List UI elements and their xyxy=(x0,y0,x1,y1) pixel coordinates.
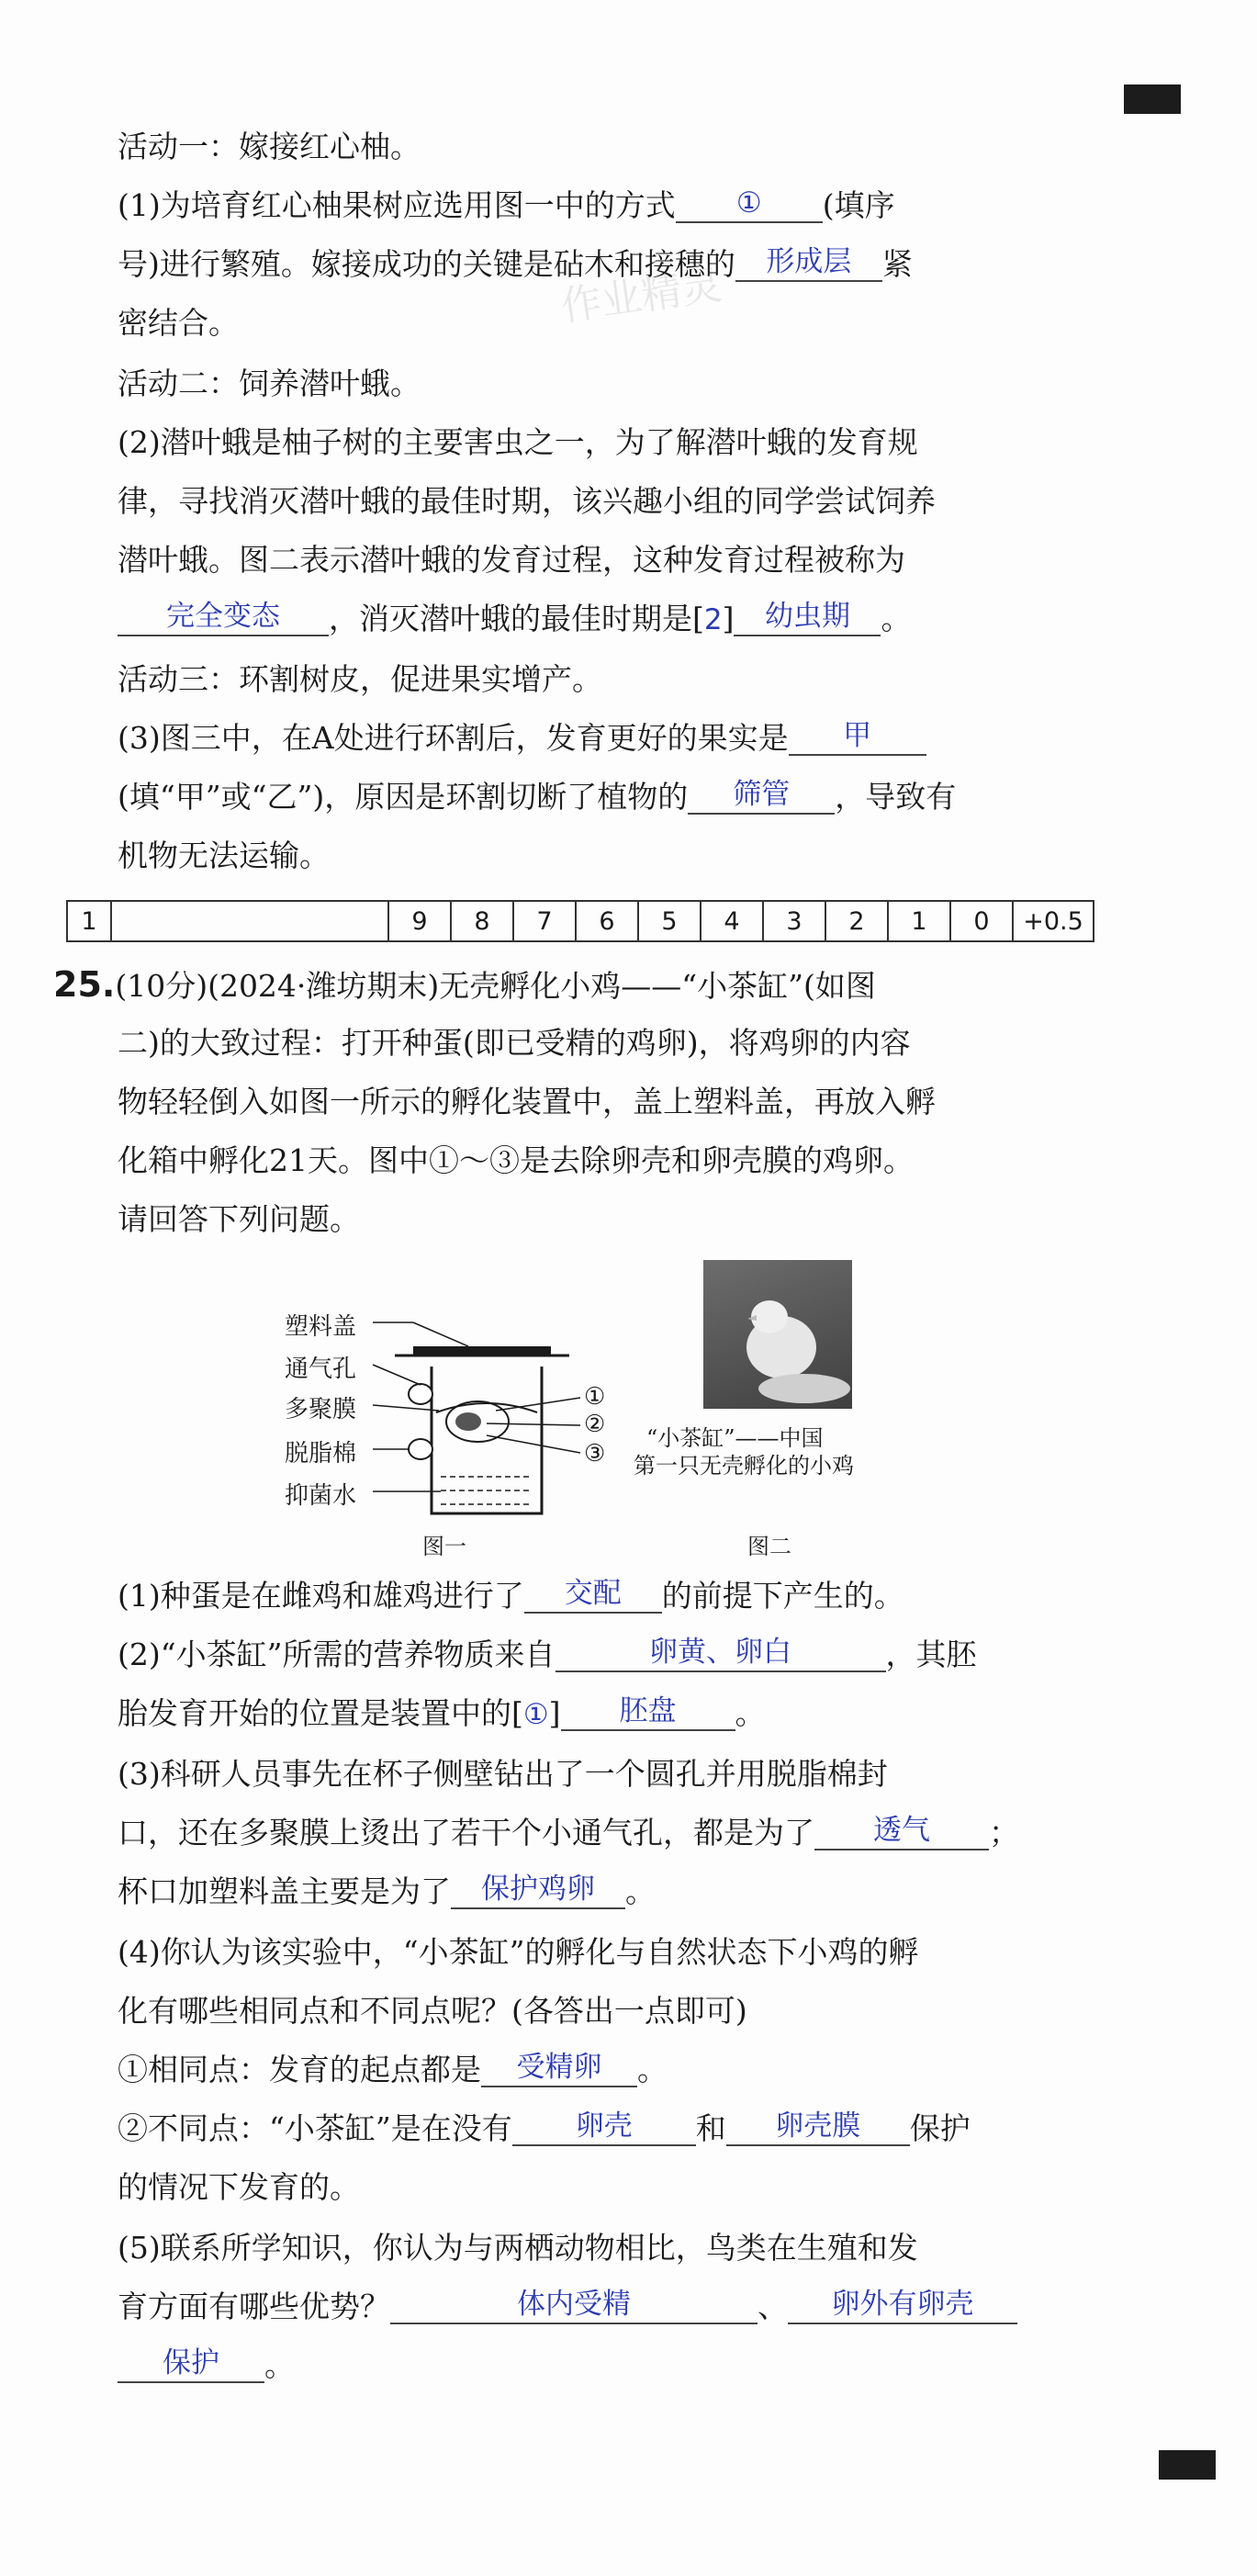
answer-blank[interactable]: 受精卵 xyxy=(481,2051,637,2087)
figure-1-caption: 图一 xyxy=(422,1534,466,1559)
p1-line: (1)种蛋是在雌鸡和雄鸡进行了 交配 的前提下产生的。 xyxy=(118,1577,904,1614)
score-cell[interactable]: 9 xyxy=(388,901,451,941)
score-cell[interactable]: 2 xyxy=(825,901,888,941)
answer-blank[interactable]: 筛管 xyxy=(688,778,835,815)
figure-1 xyxy=(285,1302,634,1559)
label-vent-hole: 通气孔 xyxy=(285,1355,357,1383)
figure-2-title-2: 第一只无壳孵化的小鸡 xyxy=(634,1453,854,1479)
score-cell[interactable] xyxy=(111,901,388,941)
score-cell[interactable]: 7 xyxy=(513,901,576,941)
score-cell[interactable]: 0 xyxy=(950,901,1013,941)
q1-line3: 密结合。 xyxy=(118,305,239,341)
corner-mark-bottom xyxy=(1159,2450,1216,2480)
q3-line2: (填“甲”或“乙”)，原因是环割切断了植物的 筛管 ，导致有 xyxy=(118,778,957,815)
p4-line4: ②不同点：“小茶缸”是在没有 卵壳 和 卵壳膜 保护 xyxy=(118,2109,971,2146)
answer-blank[interactable]: 卵壳 xyxy=(512,2109,696,2146)
figure-2-caption: 图二 xyxy=(747,1534,791,1559)
p5-line2: 育方面有哪些优势？ 体内受精 、 卵外有卵壳 xyxy=(118,2289,1017,2328)
score-table xyxy=(66,900,1094,942)
answer-blank[interactable]: 幼虫期 xyxy=(734,600,881,636)
watermark: 作业精灵 xyxy=(557,261,725,331)
q1-line1: (1)为培育红心柚果树应选用图一中的方式 ① (填序 xyxy=(118,186,895,223)
marker-3: ③ xyxy=(584,1440,606,1468)
answer-blank[interactable]: 卵外有卵壳 xyxy=(788,2288,1017,2324)
answer-blank[interactable]: 胚盘 xyxy=(561,1694,735,1731)
q2-line3: 潜叶蛾。图二表示潜叶蛾的发育过程，这种发育过程被称为 xyxy=(118,542,905,578)
label-cotton: 脱脂棉 xyxy=(285,1440,357,1468)
answer-blank[interactable]: 甲 xyxy=(789,719,926,756)
q25-line4: 化箱中孵化21天。图中①～③是去除卵壳和卵壳膜的鸡卵。 xyxy=(118,1142,914,1178)
activity-2-title: 活动二：饲养潜叶蛾。 xyxy=(118,366,421,401)
q25-line3: 物轻轻倒入如图一所示的孵化装置中，盖上塑料盖，再放入孵 xyxy=(118,1084,936,1119)
q1-line2: 号)进行繁殖。嫁接成功的关键是砧木和接穗的 形成层 紧 xyxy=(118,245,913,282)
chick-photo xyxy=(703,1260,852,1409)
answer-blank[interactable]: 形成层 xyxy=(735,245,882,282)
p5-line3: 保护 。 xyxy=(118,2347,295,2387)
p4-line1: (4)你认为该实验中，“小茶缸”的孵化与自然状态下小鸡的孵 xyxy=(118,1934,919,1970)
q25-line2: 二)的大致过程：打开种蛋(即已受精的鸡卵)，将鸡卵的内容 xyxy=(118,1025,911,1061)
answer-number[interactable]: 2 xyxy=(703,603,723,636)
answer-blank[interactable]: ① xyxy=(676,186,823,223)
p4-line2: 化有哪些相同点和不同点呢？(各答出一点即可) xyxy=(118,1993,747,2029)
p2-line1: (2)“小茶缸”所需的营养物质来自 卵黄、卵白 ，其胚 xyxy=(118,1636,977,1672)
p4-line3: ①相同点：发育的起点都是 受精卵 。 xyxy=(118,2051,668,2087)
answer-blank[interactable]: 完全变态 xyxy=(118,600,329,636)
p3-line1: (3)科研人员事先在杯子侧壁钻出了一个圆孔并用脱脂棉封 xyxy=(118,1756,888,1792)
answer-blank[interactable]: 透气 xyxy=(814,1814,989,1850)
q25-line1: 25.(10分)(2024·潍坊期末)无壳孵化小鸡——“小茶缸”(如图 xyxy=(53,964,876,1005)
score-cell[interactable]: +0.5 xyxy=(1013,901,1094,941)
figure-2 xyxy=(634,1260,909,1563)
corner-mark-top xyxy=(1124,84,1181,114)
marker-1: ① xyxy=(584,1383,606,1411)
answer-blank[interactable]: 卵壳膜 xyxy=(726,2109,910,2146)
answer-number[interactable]: ① xyxy=(522,1698,549,1731)
answer-blank[interactable]: 保护 xyxy=(118,2346,264,2383)
q25-line5: 请回答下列问题。 xyxy=(118,1201,360,1237)
p4-line5: 的情况下发育的。 xyxy=(118,2169,360,2205)
q2-line2: 律，寻找消灭潜叶蛾的最佳时期，该兴趣小组的同学尝试饲养 xyxy=(118,483,936,519)
label-membrane: 多聚膜 xyxy=(285,1396,357,1423)
q2-line1: (2)潜叶蛾是柚子树的主要害虫之一，为了解潜叶蛾的发育规 xyxy=(118,424,918,460)
score-cell[interactable]: 6 xyxy=(576,901,638,941)
activity-3-title: 活动三：环割树皮，促进果实增产。 xyxy=(118,661,602,697)
answer-blank[interactable]: 保护鸡卵 xyxy=(451,1873,625,1909)
q3-line3: 机物无法运输。 xyxy=(118,838,330,873)
score-cell[interactable]: 1 xyxy=(67,901,111,941)
p2-line2: 胎发育开始的位置是装置中的[①] 胚盘 。 xyxy=(118,1694,766,1731)
score-cell[interactable]: 8 xyxy=(451,901,513,941)
score-cell[interactable]: 1 xyxy=(888,901,950,941)
score-cell[interactable]: 5 xyxy=(638,901,701,941)
q3-line1: (3)图三中，在A处进行环割后，发育更好的果实是 甲 xyxy=(118,720,926,759)
score-cell[interactable]: 3 xyxy=(763,901,825,941)
answer-blank[interactable]: 交配 xyxy=(524,1577,662,1614)
label-plastic-lid: 塑料盖 xyxy=(285,1313,357,1341)
p3-line3: 杯口加塑料盖主要是为了 保护鸡卵 。 xyxy=(118,1873,656,1909)
p5-line1: (5)联系所学知识，你认为与两栖动物相比，鸟类在生殖和发 xyxy=(118,2230,918,2266)
q2-line4: 完全变态 ，消灭潜叶蛾的最佳时期是[2] 幼虫期 。 xyxy=(118,601,911,640)
marker-2: ② xyxy=(584,1411,606,1438)
figure-2-title-1: “小茶缸”——中国 xyxy=(646,1425,824,1451)
p3-line2: 口，还在多聚膜上烫出了若干个小通气孔，都是为了 透气 ； xyxy=(118,1814,1019,1850)
answer-blank[interactable]: 体内受精 xyxy=(390,2288,758,2324)
score-cell[interactable]: 4 xyxy=(701,901,763,941)
question-number: 25. xyxy=(53,964,116,1005)
activity-1-title: 活动一：嫁接红心柚。 xyxy=(118,129,421,164)
label-antibacterial-water: 抑菌水 xyxy=(285,1482,357,1510)
answer-blank[interactable]: 卵黄、卵白 xyxy=(556,1636,886,1672)
